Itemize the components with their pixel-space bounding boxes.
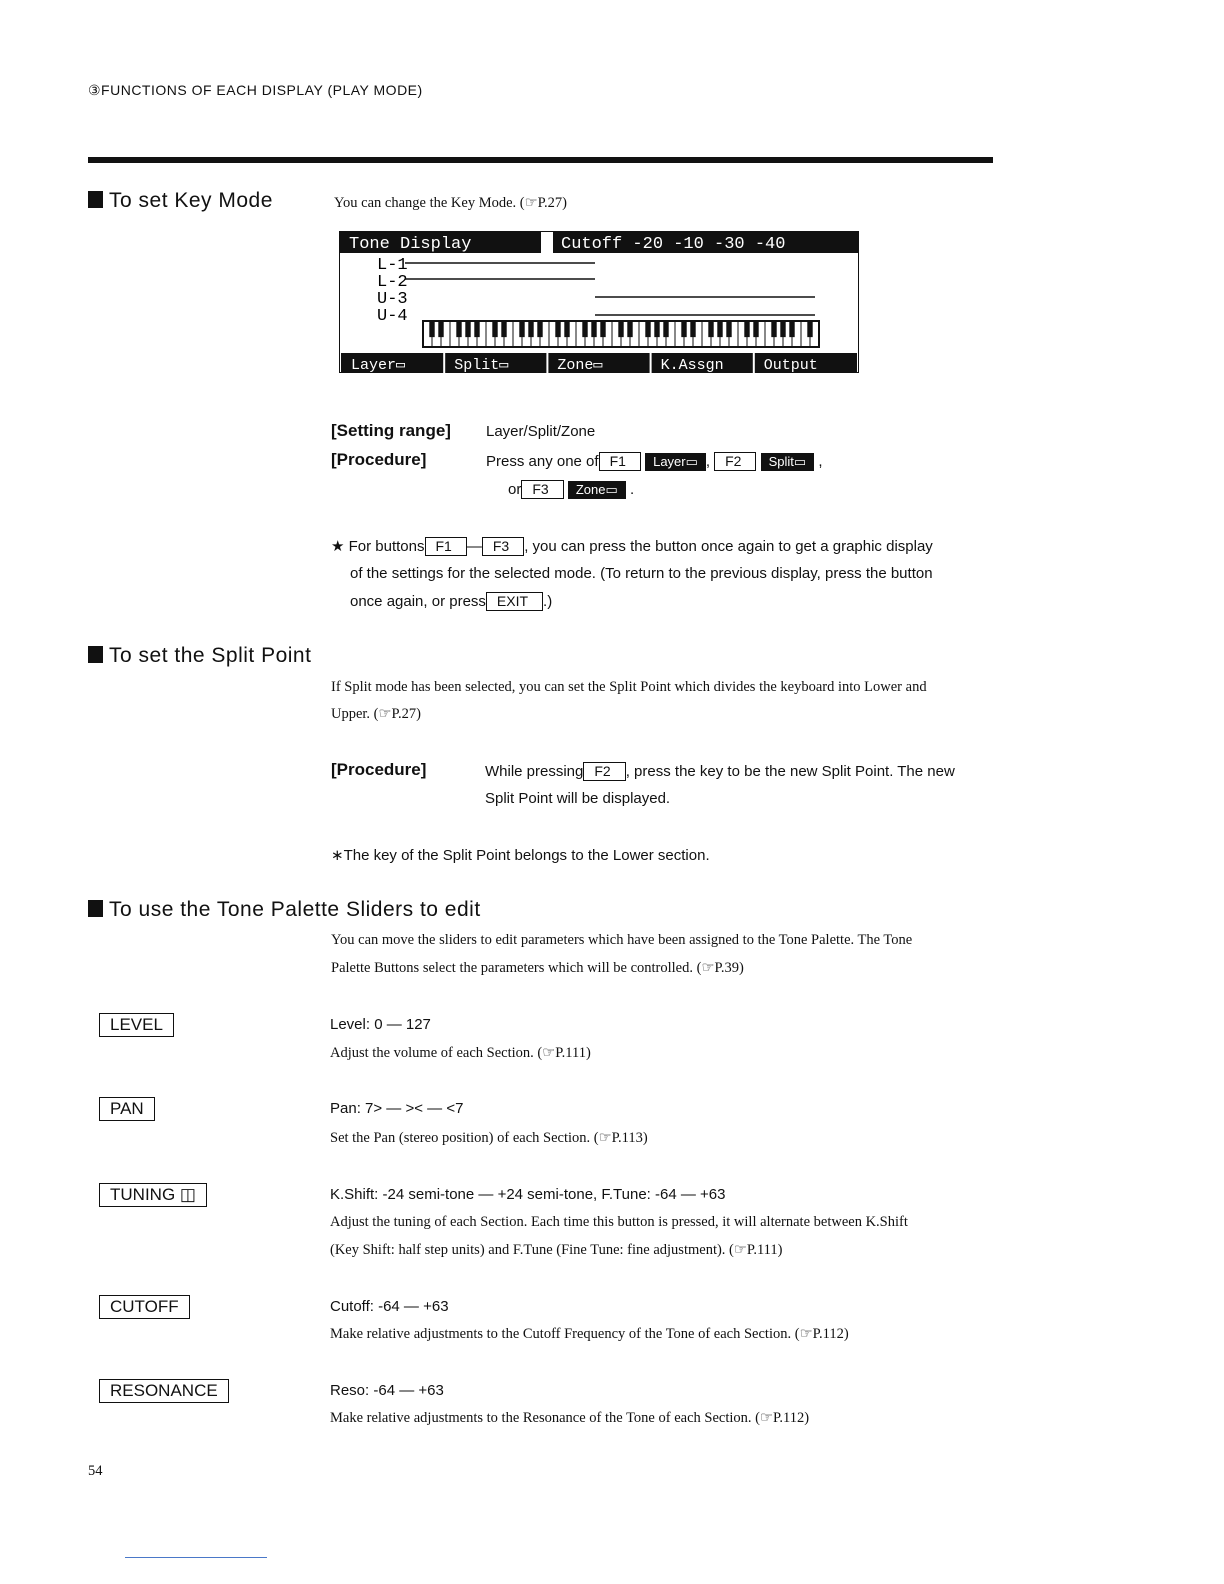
lcd-tab-4: Output [763,357,818,373]
key-mode-note-line2: of the settings for the selected mode. (To return to the previous display, press the button [350,565,933,582]
exit-key[interactable]: EXIT [486,592,543,611]
level-button[interactable]: LEVEL [99,1013,174,1037]
lcd-title-left: Tone Display [349,235,472,254]
bullet-square-icon [88,900,103,917]
f1-layer-label: Layer▭ [645,453,706,471]
tone-palette-intro-line1: You can move the sliders to edit parameters which have been assigned to the Tone Palette. The Tone [331,932,913,948]
section-title-split-point: To set the Split Point [88,644,311,668]
key-mode-procedure-line2: or F3 Zone▭ . [508,481,635,498]
footer-line [125,1557,267,1558]
lcd-row-l1: L-1 [377,256,408,275]
cutoff-range: Cutoff: -64 — +63 [330,1298,449,1315]
header-rule [88,157,993,163]
split-point-note: ∗The key of the Split Point belongs to the Lower section. [331,847,710,864]
level-range: Level: 0 — 127 [330,1016,431,1033]
pan-desc: Set the Pan (stereo position) of each Section. (☞P.113) [330,1130,648,1146]
bullet-square-icon [88,191,103,208]
lcd-display [339,231,859,373]
bullet-square-icon [88,646,103,663]
lcd-tab-2: Zone▭ [557,357,603,373]
pan-button[interactable]: PAN [99,1097,155,1121]
split-f2-key[interactable]: F2 [583,762,625,781]
note-f3-key[interactable]: F3 [482,537,524,556]
key-mode-note: ★ For buttons F1 — F3 , you can press the button once again to get a graphic display [331,538,933,555]
tuning-desc-line2: (Key Shift: half step units) and F.Tune (Fine Tune: fine adjustment). (☞P.111) [330,1242,783,1258]
lcd-row-u4: U-4 [377,307,408,326]
page-header: ③FUNCTIONS OF EACH DISPLAY (PLAY MODE) [88,82,423,98]
cutoff-desc: Make relative adjustments to the Cutoff Frequency of the Tone of each Section. (☞P.112) [330,1326,849,1342]
section-title-key-mode: To set Key Mode [88,189,273,213]
setting-range-label: [Setting range] [331,421,451,440]
cutoff-button[interactable]: CUTOFF [99,1295,190,1319]
lcd-row-u3: U-3 [377,290,408,309]
split-point-intro-line2: Upper. (☞P.27) [331,706,421,722]
f2-key[interactable]: F2 [714,452,756,471]
page-number: 54 [88,1463,103,1479]
f1-key[interactable]: F1 [599,452,641,471]
lcd-tab-3: K.Assgn [660,357,724,373]
tuning-button[interactable]: TUNING ◫ [99,1183,207,1207]
procedure-label: [Procedure] [331,450,427,469]
tuning-range: K.Shift: -24 semi-tone — +24 semi-tone, F.Tune: -64 — +63 [330,1186,726,1203]
pan-range: Pan: 7> — >< — <7 [330,1100,464,1117]
lcd-screen [339,231,859,373]
key-mode-intro: You can change the Key Mode. (☞P.27) [334,195,568,211]
key-mode-procedure: Press any one of F1 Layer▭ , F2 Split▭ , [486,453,823,470]
f3-key[interactable]: F3 [521,480,563,499]
setting-range-value: Layer/Split/Zone [486,423,596,440]
split-procedure-line2: Split Point will be displayed. [485,790,671,807]
lcd-tab-0: Layer▭ [351,357,406,373]
level-desc: Adjust the volume of each Section. (☞P.111) [330,1045,591,1061]
key-mode-note-line3: once again, or press EXIT .) [350,593,553,610]
f3-zone-label: Zone▭ [568,481,626,499]
note-f1-key[interactable]: F1 [425,537,467,556]
resonance-range: Reso: -64 — +63 [330,1382,444,1399]
tone-palette-intro-line2: Palette Buttons select the parameters which will be controlled. (☞P.39) [331,960,744,976]
split-procedure-label: [Procedure] [331,760,427,779]
lcd-title-right: Cutoff -20 -10 -30 -40 [561,235,786,254]
lcd-tab-1: Split▭ [454,357,509,373]
lcd-row-l2: L-2 [377,273,408,292]
section-title-tone-palette: To use the Tone Palette Sliders to edit [88,898,481,922]
lcd-keyboard [423,321,819,347]
tuning-desc-line1: Adjust the tuning of each Section. Each time this button is pressed, it will alternate between K.Shift [330,1214,908,1230]
resonance-button[interactable]: RESONANCE [99,1379,229,1403]
split-procedure-text: While pressing F2 , press the key to be the new Split Point. The new [485,763,955,780]
resonance-desc: Make relative adjustments to the Resonance of the Tone of each Section. (☞P.112) [330,1410,810,1426]
f2-split-label: Split▭ [761,453,815,471]
split-point-intro-line1: If Split mode has been selected, you can set the Split Point which divides the keyboard into Lower and [331,679,927,695]
star-icon: ★ [331,538,345,555]
